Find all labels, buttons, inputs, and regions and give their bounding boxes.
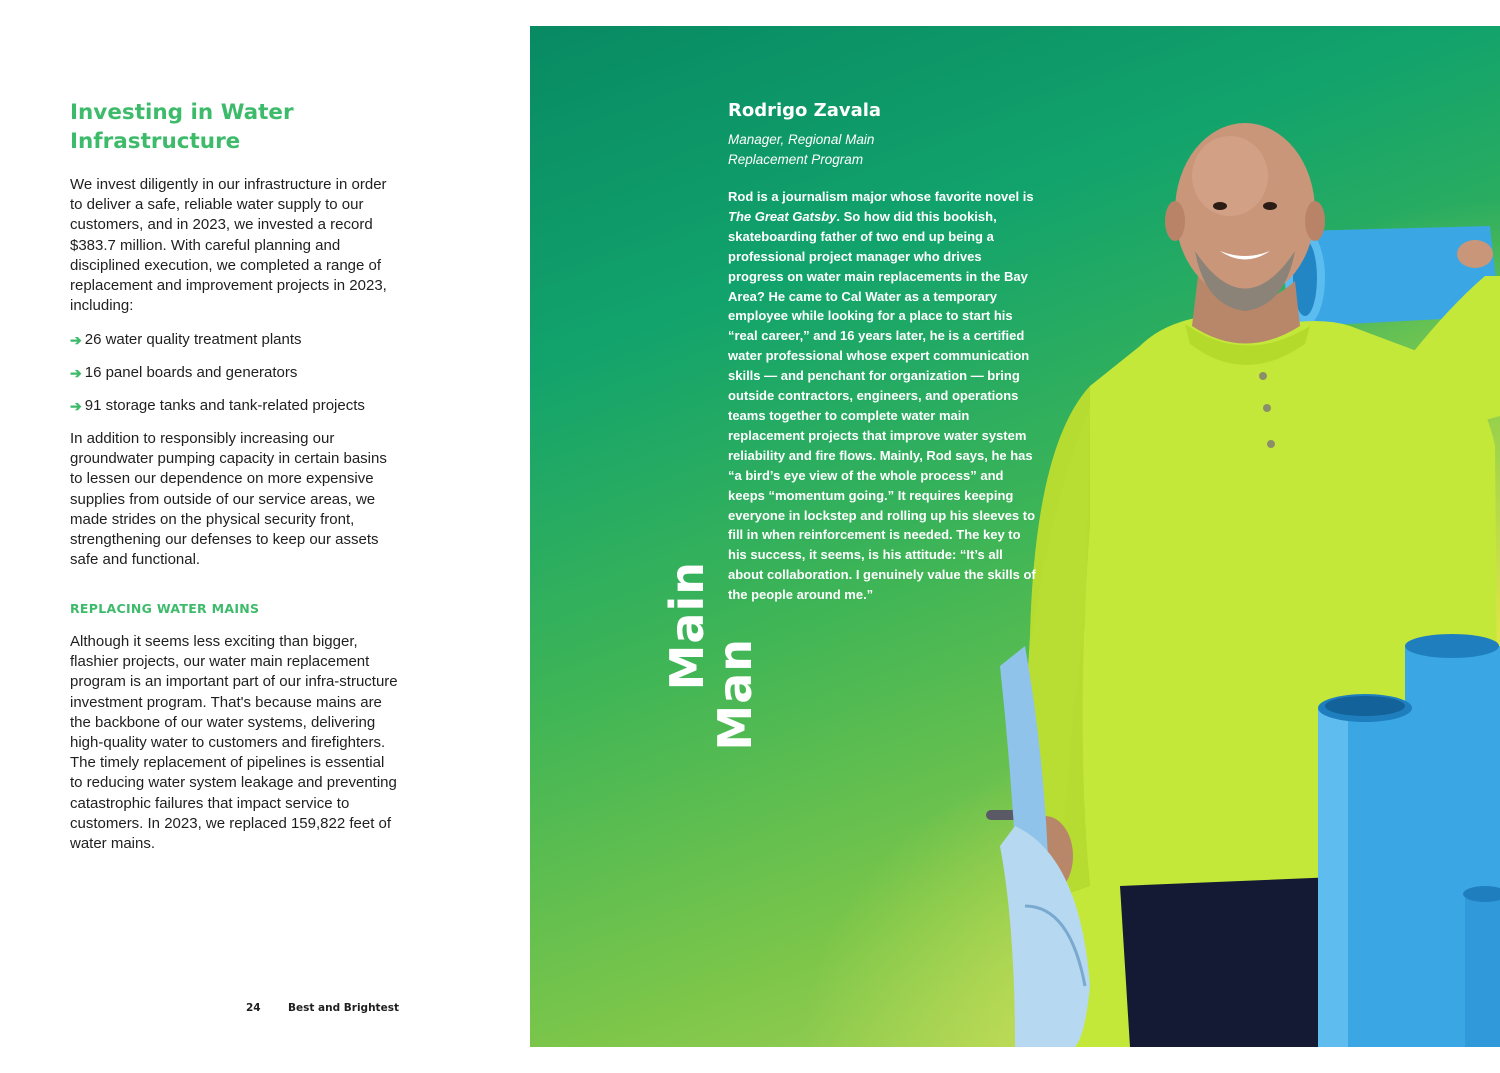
profile-photo-panel — [530, 26, 1500, 1047]
arrow-right-icon: ➔ — [70, 332, 82, 348]
project-list — [70, 330, 400, 429]
vertical-title-man: Man — [708, 638, 762, 751]
arrow-right-icon: ➔ — [70, 398, 82, 414]
standing-pipes — [1318, 634, 1500, 1047]
list-item: ➔ 91 storage tanks and tank-related projects — [70, 397, 365, 414]
section-heading: Investing in Water Infrastructure — [70, 100, 294, 154]
intro-paragraph: We invest diligently in our infrastructure in order to deliver a safe, reliable water supply to our customers, and in 2023, we invested a record $383.7 million. With careful planning and disciplined execution, we completed a range of replacement and improvement projects in 2023, including: — [70, 176, 387, 315]
vertical-title-main: Main — [660, 561, 714, 691]
page-number: 24 — [246, 1002, 261, 1014]
list-item: ➔ 26 water quality treatment plants — [70, 331, 302, 348]
person-bio: Rod is a journalism major whose favorite novel is The Great Gatsby. So how did this bookish, skateboarding father of two end up being a professional project manager who drives progress on water main replacements in the Bay Area? He came to Cal Water as a temporary employee while looking for a place to start his “real career,” and 16 years later, he is a certified water professional whose expert communication skills — and penchant for organization — bring outside contractors, engineers, and operations teams together to complete water main replacement projects that improve water system reliability and fire flows. Mainly, Rod says, he has “a bird’s eye view of the whole process” and keeps “momentum going.” It requires keeping everyone in lockstep and rolling up his sleeves to fill in when reinforcement is needed. The key to his success, it seems, is his attitude: “It’s all about collaboration. I genuinely value the skills of the people around me.” — [728, 189, 1036, 603]
left-page — [0, 0, 530, 1073]
subheading-water-mains: REPLACING WATER MAINS — [70, 601, 260, 616]
footer-section-title: Best and Brightest — [288, 1002, 399, 1014]
person-title: Manager, Regional Main Replacement Program — [728, 132, 875, 167]
list-item: ➔ 16 panel boards and generators — [70, 364, 298, 381]
water-mains-paragraph: Although it seems less exciting than bigger, flashier projects, our water main replacement program is an important part of our infra-structure investment program. That's because mains are the backbone of our water systems, delivering high-quality water to customers and firefighters. The timely replacement of pipelines is essential to reducing water system leakage and preventing catastrophic failures that impact service to customers. In 2023, we replaced 159,822 feet of water mains. — [70, 633, 398, 853]
arrow-right-icon: ➔ — [70, 365, 82, 381]
security-paragraph: In addition to responsibly increasing our groundwater pumping capacity in certain basins to lessen our dependence on more expensive supplies from outside of our service areas, we made strides on the physical security front, strengthening our defenses to keep our assets safe and functional. — [70, 430, 387, 569]
person-name: Rodrigo Zavala — [728, 100, 882, 121]
